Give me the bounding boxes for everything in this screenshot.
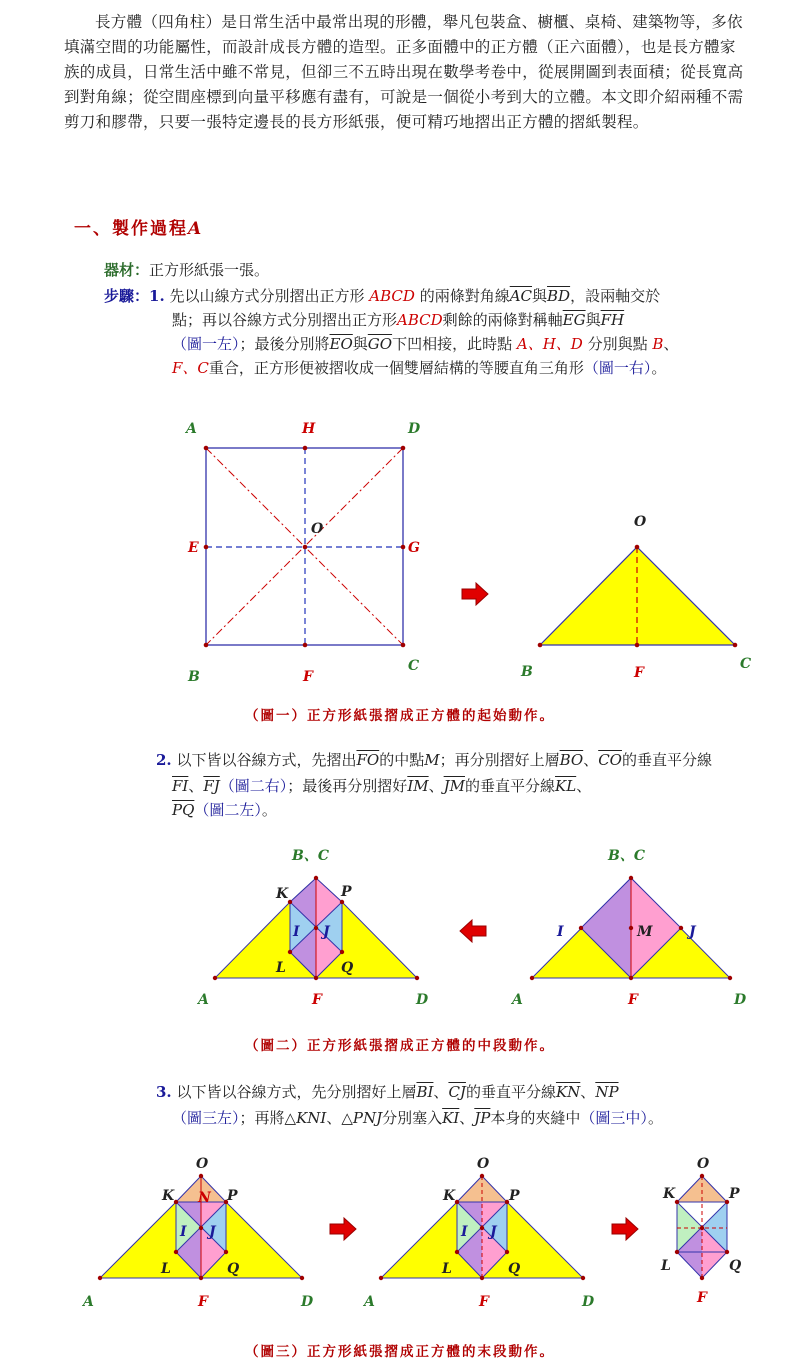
point-label: P: [729, 1186, 740, 1202]
fig1-caption: （圖一）正方形紙張摺成正方體的起始動作。: [245, 708, 555, 724]
fig1-square-diagram: [184, 421, 421, 685]
point-label: D: [301, 1294, 314, 1310]
point-label: M: [637, 924, 653, 940]
point-label: F: [479, 1294, 489, 1310]
point-label: J: [209, 1224, 216, 1240]
materials-line: 器材：正方形紙張一張。: [104, 261, 270, 279]
point-label: J: [490, 1224, 497, 1240]
point-label: Q: [729, 1258, 742, 1274]
label-C: C: [408, 658, 420, 674]
label-E: E: [188, 540, 199, 556]
step1-text-cont: 點；再以谷線方式分別摺出正方形ABCD剩餘的兩條對稱軸$\overline{EG}$與$\overline{FH}$ （圖一左）；最後分別將$\overline{EO}$與$\overline{GO}$下凹相接，此時點 A、H、D 分別與點 B、 F、C重合，正方形便被摺收成一個雙層結構的等腰直角三角形（圖一右）。: [172, 311, 679, 377]
label-O: O: [634, 514, 647, 530]
step1-text: 步驟：1. 先以山線方式分別摺出正方形 ABCD 的兩條對角線$\overline{AC}$與$\overline{BD}$，設兩軸交於: [104, 287, 661, 305]
point-label: D: [582, 1294, 595, 1310]
label-D: D: [408, 421, 421, 437]
point-label: J: [689, 924, 696, 940]
fig1-triangle-diagram: [520, 514, 751, 681]
point-label: O: [196, 1156, 209, 1172]
point-label: B、C: [608, 848, 645, 864]
label-B: B: [521, 664, 533, 680]
point-label: Q: [227, 1261, 240, 1277]
point-label: F: [198, 1294, 208, 1310]
point-label: P: [341, 884, 352, 900]
point-label: K: [276, 886, 289, 902]
fig3-right-diagram: [660, 1156, 741, 1306]
point-label: K: [663, 1186, 676, 1202]
point-label: P: [227, 1188, 238, 1204]
point-label: I: [557, 924, 564, 940]
label-B: B: [188, 669, 200, 685]
point-label: D: [416, 992, 429, 1008]
label-F: F: [303, 669, 313, 685]
point-label: A: [198, 992, 209, 1008]
label-H: H: [302, 421, 316, 437]
point-label: P: [509, 1188, 520, 1204]
point-label: F: [697, 1290, 707, 1306]
point-label: Q: [508, 1261, 521, 1277]
fig2-caption: （圖二）正方形紙張摺成正方體的中段動作。: [245, 1038, 555, 1054]
step3-text-cont: （圖三左）；再將△KNI、△PNJ分別塞入$\overline{KI}$、$\overline{JP}$本身的夾縫中（圖三中）。: [172, 1109, 663, 1127]
label-F: F: [634, 665, 644, 681]
step3-text: 3. 以下皆以谷線方式，先分別摺好上層$\overline{BI}$、$\overline{CJ}$的垂直平分線$\overline{KN}$、$\overline{NP}$: [156, 1083, 619, 1101]
label-O: O: [311, 521, 324, 537]
fig3-left-diagram: [81, 1156, 314, 1310]
point-label: A: [364, 1294, 375, 1310]
point-label: I: [293, 924, 300, 940]
label-G: G: [408, 540, 420, 556]
point-label: I: [180, 1224, 187, 1240]
fig2-right-diagram: [510, 848, 747, 1008]
intro-paragraph: 長方體（四角柱）是日常生活中最常出現的形體，舉凡包裝盒、櫥櫃、桌椅、建築物等，多依填滿空間的功能屬性，而設計成長方體的造型。正多面體中的正方體（正六面體），也是長方體家族的成員，日常生活中雖不常見，但卻三不五時出現在數學考卷中，從展開圖到表面積；從長寬高到對角線；從空間座標到向量平移應有盡有，可說是一個從小考到大的立體。本文即介紹兩種不需剪刀和膠帶，只要一張特定邊長的長方形紙張，便可精巧地摺出正方體的摺紙製程。: [64, 13, 744, 131]
point-label: O: [697, 1156, 710, 1172]
point-label: L: [276, 960, 286, 976]
point-label: O: [477, 1156, 490, 1172]
point-label: N: [198, 1190, 211, 1206]
step2-text: 2. 以下皆以谷線方式，先摺出$\overline{FO}$的中點M；再分別摺好上層$\overline{BO}$、$\overline{CO}$的垂直平分線: [156, 751, 712, 769]
fig3-middle-diagram: [362, 1156, 595, 1310]
point-label: F: [312, 992, 322, 1008]
point-label: L: [661, 1258, 671, 1274]
point-label: D: [734, 992, 747, 1008]
point-label: Q: [341, 960, 354, 976]
point-label: F: [628, 992, 638, 1008]
point-label: A: [512, 992, 523, 1008]
point-label: K: [162, 1188, 175, 1204]
label-A: A: [186, 421, 197, 437]
point-label: A: [83, 1294, 94, 1310]
point-label: B、C: [292, 848, 329, 864]
point-label: I: [461, 1224, 468, 1240]
fig3-caption: （圖三）正方形紙張摺成正方體的末段動作。: [245, 1344, 555, 1360]
point-label: L: [442, 1261, 452, 1277]
fig2-left-diagram: [196, 848, 429, 1008]
label-C: C: [740, 656, 752, 672]
point-label: L: [161, 1261, 171, 1277]
step2-text-cont: $\overline{FI}$、$\overline{FJ}$（圖二右）；最後再分別摺好$\overline{IM}$、$\overline{JM}$的垂直平分線$\overline{KL}$、 $\overline{PQ}$（圖二左）。: [172, 777, 592, 819]
section-title: 一、製作過程A: [74, 219, 204, 239]
point-label: K: [443, 1188, 456, 1204]
point-label: J: [323, 924, 330, 940]
